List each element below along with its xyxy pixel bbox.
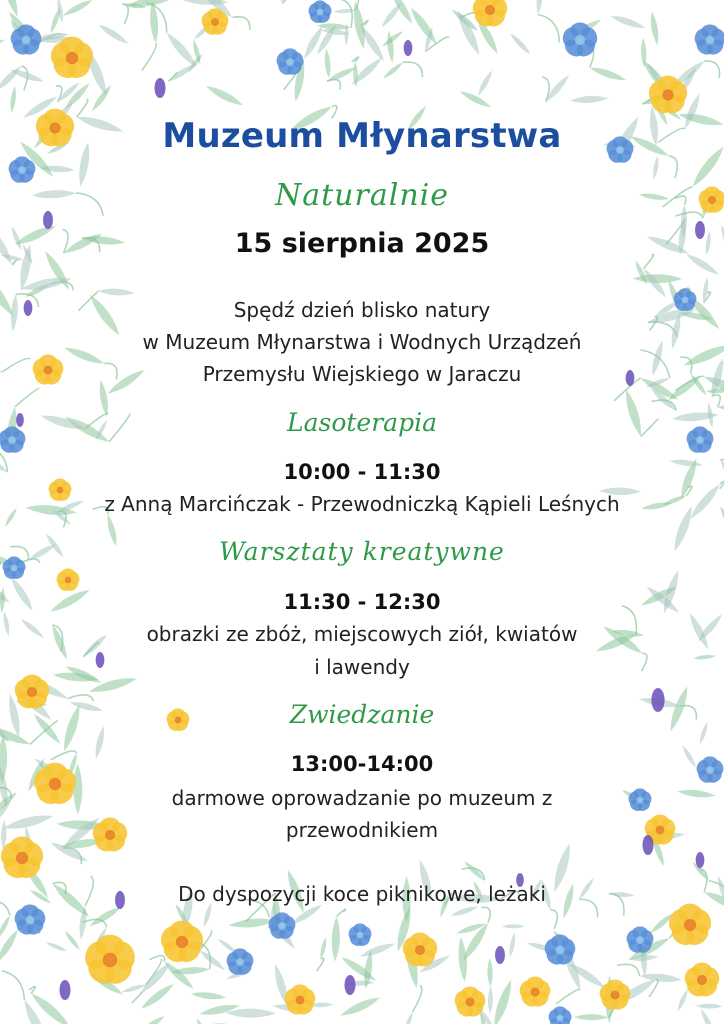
leaf-decoration: [291, 905, 322, 925]
stem-decoration: [132, 992, 142, 1003]
bud-decoration: [155, 78, 166, 98]
leaf-decoration: [167, 33, 197, 68]
leaf-decoration: [321, 937, 327, 959]
section-time-zwiedzanie: 13:00-14:00: [290, 752, 434, 776]
leaf-decoration: [340, 997, 380, 1015]
blue-flower-center: [636, 936, 644, 944]
leaf-decoration: [478, 70, 492, 95]
yellow-flower-center: [66, 52, 78, 64]
stem-decoration: [704, 61, 719, 78]
leaf-decoration: [537, 0, 543, 15]
intro-line-1: Spędź dzień blisko natury: [233, 298, 491, 322]
leaf-decoration: [590, 68, 626, 80]
leaf-decoration: [458, 937, 467, 982]
leaf-decoration: [229, 919, 276, 928]
leaf-decoration: [63, 0, 92, 16]
leaf-decoration: [0, 930, 18, 963]
leaf-decoration: [574, 1014, 608, 1020]
leaf-decoration: [494, 980, 511, 1024]
bud-decoration: [696, 852, 705, 868]
stem-decoration: [676, 212, 703, 218]
leaf-decoration: [172, 967, 210, 974]
leaf-decoration: [197, 1018, 213, 1024]
stem-decoration: [317, 958, 324, 971]
leaf-decoration: [0, 915, 10, 938]
leaf-decoration: [383, 62, 403, 78]
amenities-note: Do dyspozycji koce piknikowe, leżaki: [178, 882, 546, 906]
section-time-lasoterapia: 10:00 - 11:30: [283, 460, 441, 484]
leaf-decoration: [570, 96, 608, 103]
blue-flower-center: [236, 958, 244, 966]
blue-flower-center: [22, 36, 31, 45]
leaf-decoration: [653, 156, 658, 179]
leaf-decoration: [651, 12, 658, 46]
intro-line-3: Przemysłu Wiejskiego w Jaraczu: [202, 362, 522, 386]
stem-decoration: [77, 99, 88, 117]
section-heading-warsztaty: Warsztaty kreatywne: [219, 537, 505, 566]
bud-decoration: [43, 211, 53, 229]
yellow-flower-center: [485, 5, 495, 15]
stem-decoration: [669, 156, 678, 178]
blue-flower-center: [557, 1015, 564, 1022]
leaf-decoration: [510, 933, 516, 958]
yellow-flower-center: [684, 919, 696, 931]
stem-decoration: [0, 562, 1, 590]
leaf-decoration: [639, 974, 682, 982]
yellow-flower-center: [611, 991, 620, 1000]
yellow-flower-center: [211, 18, 219, 26]
leaf-decoration: [98, 289, 134, 296]
yellow-flower-center: [662, 89, 673, 100]
poster-subtitle: Naturalnie: [274, 178, 449, 213]
stem-decoration: [403, 62, 423, 77]
leaf-decoration: [169, 64, 195, 81]
stem-decoration: [142, 43, 156, 70]
stem-decoration: [617, 964, 639, 976]
stem-decoration: [232, 17, 249, 30]
leaf-decoration: [138, 1016, 165, 1024]
blue-flower-center: [357, 932, 364, 939]
blue-flower-center: [8, 436, 16, 444]
leaf-decoration: [65, 931, 80, 950]
yellow-flower-center: [697, 975, 707, 985]
yellow-flower-center: [176, 936, 188, 948]
leaf-decoration: [510, 33, 530, 54]
stem-decoration: [2, 971, 25, 1000]
poster-title: Muzeum Młynarstwa: [162, 116, 562, 156]
bud-decoration: [495, 946, 505, 964]
bud-decoration: [345, 975, 356, 995]
leaf-decoration: [411, 8, 437, 45]
leaf-decoration: [451, 906, 479, 915]
stem-decoration: [550, 910, 557, 929]
blue-flower-center: [556, 946, 565, 955]
blue-flower-center: [696, 436, 704, 444]
leaf-decoration: [191, 992, 227, 999]
yellow-flower-center: [27, 687, 37, 697]
leaf-decoration: [696, 1004, 723, 1009]
leaf-decoration: [460, 91, 491, 107]
leaf-decoration: [404, 1012, 412, 1024]
leaf-decoration: [611, 16, 646, 28]
stem-decoration: [29, 986, 35, 993]
blue-flower-center: [706, 36, 715, 45]
yellow-flower-center: [415, 945, 425, 955]
section-desc-zwiedzanie-line-1: darmowe oprowadzanie po muzeum z: [171, 786, 553, 810]
blue-flower-center: [286, 58, 294, 66]
bud-decoration: [60, 980, 71, 1000]
leaf-decoration: [98, 25, 128, 44]
stem-decoration: [538, 15, 560, 43]
section-heading-lasoterapia: Lasoterapia: [287, 408, 437, 437]
leaf-decoration: [488, 986, 493, 1014]
leaf-decoration: [332, 916, 340, 961]
leaf-decoration: [502, 924, 525, 928]
leaf-decoration: [46, 942, 67, 951]
yellow-flower-center: [531, 988, 540, 997]
blue-flower-center: [26, 916, 35, 925]
section-time-warsztaty: 11:30 - 12:30: [283, 590, 441, 614]
leaf-decoration: [200, 950, 225, 970]
leaf-decoration: [204, 902, 212, 927]
stem-decoration: [413, 985, 422, 1011]
leaf-decoration: [487, 958, 492, 987]
section-heading-zwiedzanie: Zwiedzanie: [289, 700, 435, 729]
leaf-decoration: [644, 269, 667, 298]
leaf-decoration: [304, 26, 323, 60]
leaf-decoration: [206, 86, 243, 105]
blue-flower-center: [18, 166, 26, 174]
section-desc-zwiedzanie-line-2: przewodnikiem: [285, 818, 439, 842]
section-desc-warsztaty-line-2: i lawendy: [314, 655, 410, 679]
stem-decoration: [713, 395, 721, 407]
leaf-decoration: [0, 66, 21, 91]
stem-decoration: [337, 909, 346, 916]
section-desc-warsztaty-line-1: obrazki ze zbóż, miejscowych ziół, kwiatów: [146, 622, 578, 646]
stem-decoration: [282, 0, 303, 4]
stem-decoration: [352, 57, 359, 62]
leaf-decoration: [317, 23, 351, 29]
intro-line-2: w Muzeum Młynarstwa i Wodnych Urządzeń: [142, 330, 582, 354]
leaf-decoration: [10, 86, 15, 113]
leaf-decoration: [464, 861, 484, 880]
section-desc-lasoterapia: z Anną Marcińczak - Przewodniczką Kąpieli Leśnych: [104, 492, 620, 516]
leaf-decoration: [325, 48, 331, 78]
bud-decoration: [404, 40, 413, 56]
yellow-flower-center: [16, 852, 28, 864]
stem-decoration: [481, 907, 490, 922]
stem-decoration: [556, 989, 580, 1003]
stem-decoration: [122, 4, 128, 24]
leaf-decoration: [387, 31, 393, 63]
yellow-flower-center: [65, 577, 72, 584]
stem-decoration: [327, 80, 341, 90]
leaf-decoration: [701, 1009, 714, 1024]
yellow-flower-center: [296, 996, 305, 1005]
stem-decoration: [15, 388, 39, 406]
stem-decoration: [341, 0, 352, 28]
stem-decoration: [149, 956, 164, 962]
yellow-flower-center: [103, 953, 118, 968]
leaf-decoration: [678, 989, 688, 1012]
leaf-decoration: [226, 1009, 276, 1018]
blue-flower-center: [575, 35, 585, 45]
yellow-flower-center: [466, 998, 475, 1007]
blue-flower-center: [317, 9, 324, 16]
event-date: 15 sierpnia 2025: [234, 228, 490, 259]
blue-flower-center: [278, 922, 286, 930]
stem-decoration: [12, 260, 17, 265]
leaf-decoration: [0, 40, 5, 54]
